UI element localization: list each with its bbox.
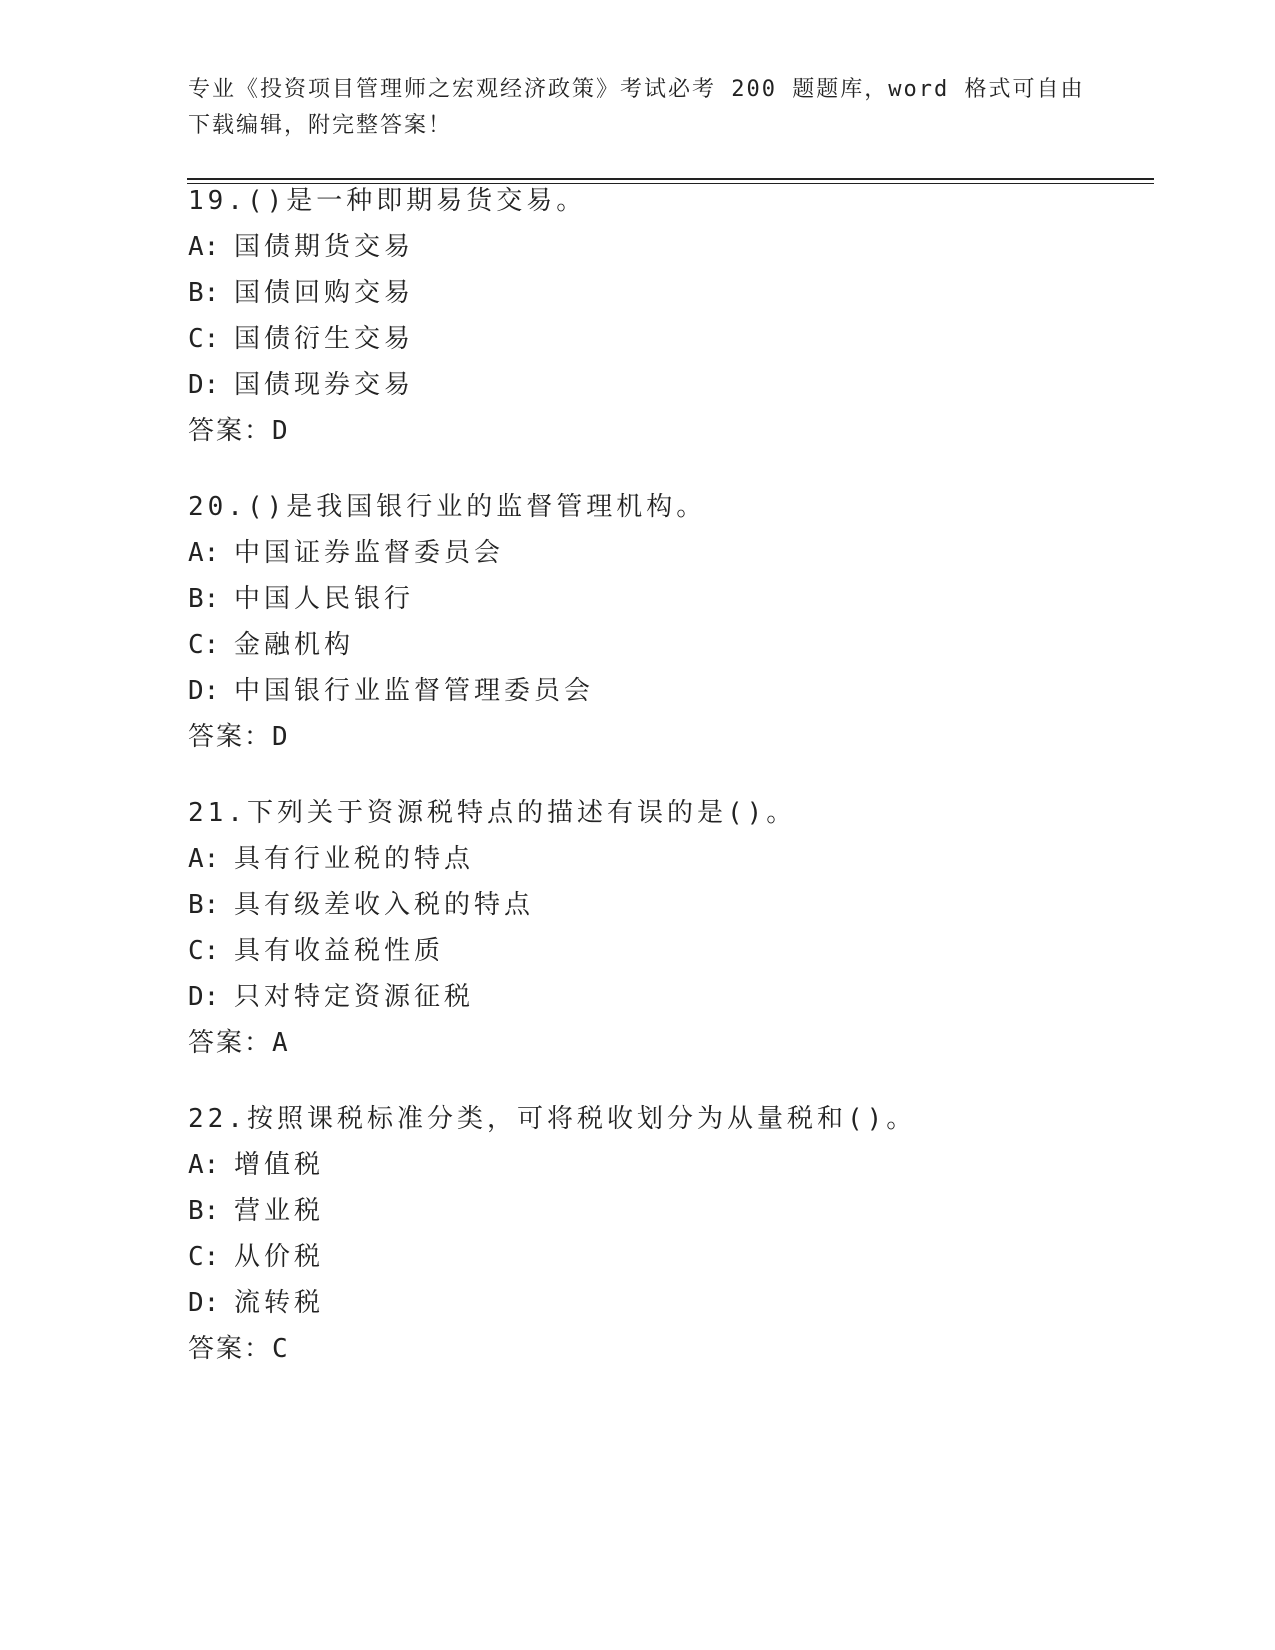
- option-c: [188, 316, 1088, 362]
- option-a: [188, 1142, 1088, 1188]
- option-text: 具有级差收入税的特点: [234, 890, 535, 920]
- answer-value: D: [272, 722, 288, 752]
- answer-line: [188, 1326, 1088, 1372]
- option-text: 中国银行业监督管理委员会: [234, 676, 595, 706]
- option-d: [188, 362, 1088, 408]
- option-letter: D:: [188, 982, 220, 1012]
- answer-label: 答案：: [188, 1028, 273, 1058]
- option-text: 国债回购交易: [234, 278, 415, 308]
- option-letter: C:: [188, 936, 220, 966]
- answer-line: [188, 714, 1088, 760]
- option-c: [188, 622, 1088, 668]
- answer-value: D: [272, 416, 288, 446]
- option-b: [188, 1188, 1088, 1234]
- option-text: 流转税: [234, 1288, 325, 1318]
- question-stem: 20.()是我国银行业的监督管理机构。: [188, 492, 707, 522]
- option-letter: B:: [188, 890, 220, 920]
- option-text: 增值税: [234, 1150, 325, 1180]
- option-text: 金融机构: [234, 630, 355, 660]
- option-text: 中国证券监督委员会: [234, 538, 505, 568]
- answer-value: A: [272, 1028, 288, 1058]
- option-letter: D:: [188, 1288, 220, 1318]
- option-text: 具有行业税的特点: [234, 844, 475, 874]
- option-text: 国债衍生交易: [234, 324, 415, 354]
- option-letter: A:: [188, 538, 220, 568]
- question-stem: 22.按照课税标准分类，可将税收划分为从量税和()。: [188, 1104, 917, 1134]
- option-letter: C:: [188, 630, 220, 660]
- answer-label: 答案：: [188, 416, 273, 446]
- answer-value: C: [272, 1334, 288, 1364]
- option-letter: A:: [188, 232, 220, 262]
- document-header: [188, 72, 1088, 144]
- option-c: [188, 928, 1088, 974]
- option-text: 营业税: [234, 1196, 325, 1226]
- option-text: 国债现券交易: [234, 370, 415, 400]
- option-c: [188, 1234, 1088, 1280]
- header-line-1: 专业《投资项目管理师之宏观经济政策》考试必考 200 题题库，word 格式可自由: [188, 77, 1085, 102]
- option-a: [188, 530, 1088, 576]
- option-d: [188, 1280, 1088, 1326]
- option-text: 国债期货交易: [234, 232, 415, 262]
- question-20: [188, 484, 1088, 760]
- answer-line: [188, 408, 1088, 454]
- question-21: [188, 790, 1088, 1066]
- option-text: 只对特定资源征税: [234, 982, 475, 1012]
- option-letter: A:: [188, 1150, 220, 1180]
- option-letter: D:: [188, 370, 220, 400]
- answer-label: 答案：: [188, 1334, 273, 1364]
- option-b: [188, 882, 1088, 928]
- option-letter: C:: [188, 324, 220, 354]
- option-text: 从价税: [234, 1242, 325, 1272]
- option-letter: B:: [188, 1196, 220, 1226]
- option-text: 具有收益税性质: [234, 936, 445, 966]
- option-letter: A:: [188, 844, 220, 874]
- answer-line: [188, 1020, 1088, 1066]
- option-a: [188, 836, 1088, 882]
- option-letter: B:: [188, 584, 220, 614]
- question-stem: 19.()是一种即期易货交易。: [188, 186, 587, 216]
- answer-label: 答案：: [188, 722, 273, 752]
- option-letter: C:: [188, 1242, 220, 1272]
- option-b: [188, 576, 1088, 622]
- question-19: [188, 178, 1088, 454]
- option-text: 中国人民银行: [234, 584, 415, 614]
- question-22: [188, 1096, 1088, 1372]
- option-d: [188, 974, 1088, 1020]
- option-b: [188, 270, 1088, 316]
- option-letter: B:: [188, 278, 220, 308]
- option-d: [188, 668, 1088, 714]
- option-a: [188, 224, 1088, 270]
- question-stem: 21.下列关于资源税特点的描述有误的是()。: [188, 798, 797, 828]
- option-letter: D:: [188, 676, 220, 706]
- header-line-2: 下载编辑，附完整答案！: [188, 113, 453, 138]
